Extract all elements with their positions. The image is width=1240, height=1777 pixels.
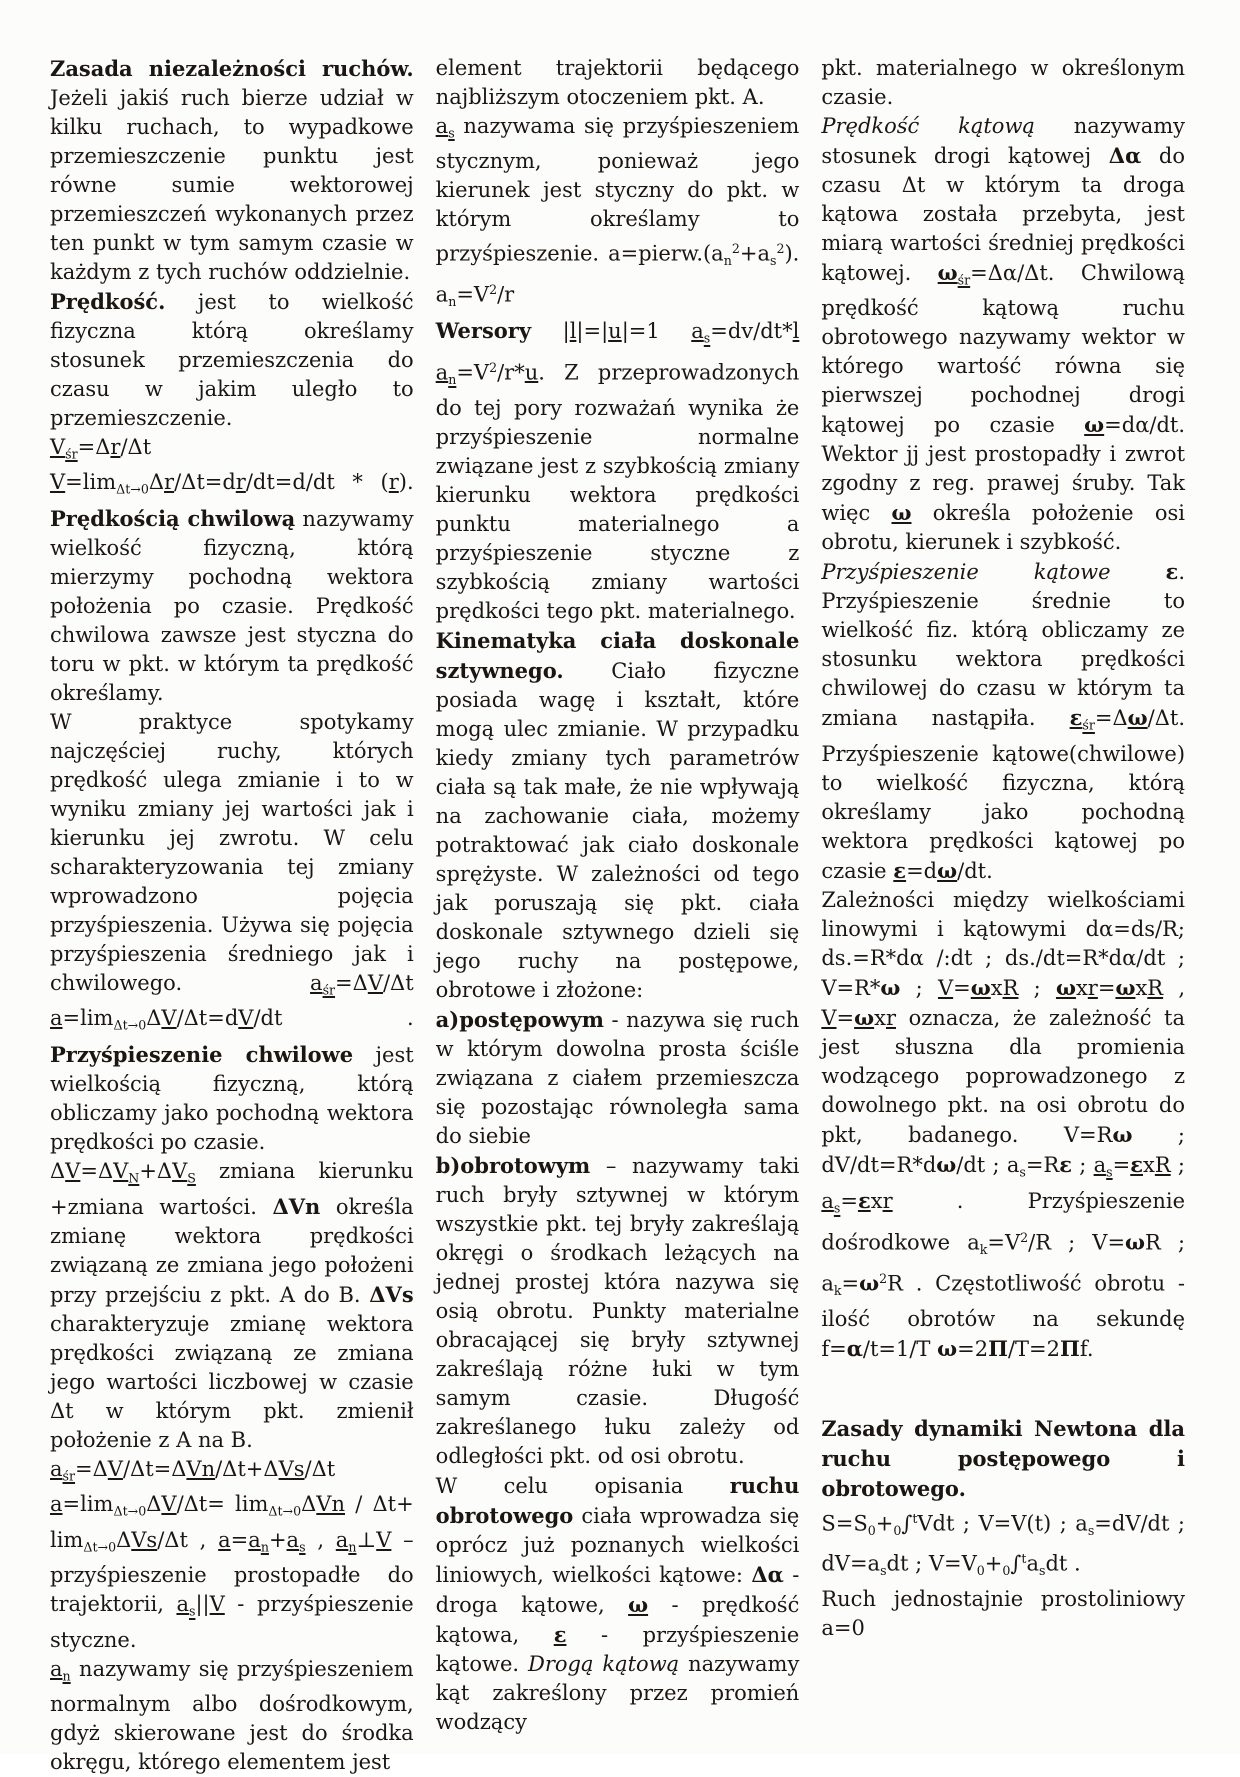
text-segment: n: [448, 294, 457, 310]
text-segment: a: [50, 1656, 63, 1681]
text-segment: =V: [456, 360, 490, 385]
text-segment: ||: [195, 1592, 210, 1617]
column-3: [821, 54, 1185, 1734]
text-segment: zmiana kierunku +zmiana wartości.: [50, 1158, 414, 1220]
text-segment: N: [128, 1170, 140, 1186]
text-segment: Vn: [186, 1457, 216, 1482]
text-segment: =Δ: [77, 435, 111, 459]
text-segment: dt .: [1045, 1552, 1081, 1577]
para-przyspieszenie-normalne: [50, 1655, 414, 1777]
text-segment: Δ: [116, 1527, 132, 1552]
text-segment: +Δ: [139, 1158, 173, 1183]
text-segment: /Δt: [304, 1457, 336, 1482]
text-segment: =Δ: [1094, 706, 1128, 731]
text-segment: Przyśpieszenie kątowe(chwilowe) to wielkość fizyczna, którą określamy jako pochodną wektora prędkości kątowej po czasie: [821, 741, 1186, 883]
text-segment: ;: [1018, 975, 1056, 1000]
para-ruch-obrotowy: [436, 1151, 800, 1471]
text-segment: nazywamy stosunek drogi kątowej: [821, 114, 1186, 168]
text-segment: Ciało fizyczne posiada wagę i kształt, które mogą ulec zmianie. W przypadku kiedy zmiany tych parametrów ciała są tak małe, że nie wpływają na zachowanie ciała, możemy potraktować jak ciało doskonale sprężyste. W zależności od tego jak poruszają się pkt. ciała doskonale sztywnego dzieli się jego ruchy na postępowe, obrotowe i złożone:: [435, 658, 800, 1002]
text-segment: /dt.: [957, 858, 993, 883]
text-segment: Π: [988, 1335, 1008, 1361]
text-segment: Δ: [50, 1158, 66, 1183]
text-segment: V: [50, 470, 66, 495]
para-predkosc-chwilowa: [50, 504, 414, 708]
text-segment: ω: [628, 1591, 649, 1617]
text-segment: +: [268, 1527, 287, 1552]
text-segment: ;: [900, 975, 938, 1000]
text-segment: V: [107, 1457, 123, 1482]
text-segment: V: [161, 1492, 177, 1517]
text-segment: a: [248, 1527, 261, 1552]
text-segment: a: [335, 1527, 349, 1552]
text-segment: Jeżeli jakiś ruch bierze udział w kilku ruchach, to wypadkowe przemieszczenie punktu jest równe sumie wektorowej przemieszczeń wykonanych przez ten punkt w tym samym czasie w każdym z tych ruchów oddzielnie.: [50, 86, 414, 284]
text-segment: +: [875, 1511, 894, 1536]
text-segment: oznacza, że zależność ta jest słuszna dla promienia wodzącego poprowadzonego z dowolnego pkt. na osi obrotu do pkt, badanego. V=R: [821, 1005, 1186, 1147]
para-przyspieszenie-chwilowe: [50, 1040, 414, 1157]
text-segment: ε: [1165, 559, 1179, 585]
text-segment: jest to wielkość fizyczna którą określamy stosunek przemieszczenia do czasu w jakim uległo to przemieszczenie.: [50, 290, 414, 430]
text-segment: x: [874, 1005, 886, 1030]
text-segment: /dt .: [253, 1006, 414, 1031]
text-segment: n: [62, 1668, 71, 1684]
text-segment: ΔVs: [369, 1282, 414, 1308]
text-segment: ;: [1072, 1152, 1094, 1177]
text-segment: l: [569, 319, 577, 344]
text-segment: ω: [854, 1004, 875, 1030]
text-segment: =: [1097, 975, 1116, 1000]
text-segment: r: [235, 470, 246, 495]
text-segment: t: [1021, 1551, 1027, 1567]
text-segment: określa położenie osi obrotu, kierunek i szybkość.: [821, 501, 1186, 555]
text-segment: x: [870, 1189, 883, 1214]
text-segment: R: [1154, 1152, 1171, 1177]
text-segment: V: [937, 975, 954, 1000]
text-segment: =: [836, 1005, 855, 1030]
formula-v-chwilowa: [50, 468, 414, 503]
para-przyspieszenie-styczne: [436, 112, 800, 316]
text-segment: Δ: [301, 1492, 317, 1517]
text-segment: =2: [957, 1336, 989, 1361]
para-wersory: [436, 316, 800, 625]
text-segment: Przyśpieszenie średnie to wielkość fiz. którą obliczamy ze stosunku wektora prędkości chwilowej do czasu w którym ta zmiana nastąpiła.: [821, 589, 1186, 731]
text-segment: r: [164, 470, 175, 495]
text-segment: Vs: [278, 1457, 305, 1482]
text-segment: jest wielkością fizyczną, którą obliczamy jako pochodną wektora prędkości po czasie.: [50, 1042, 414, 1154]
heading-zasady-dynamiki: [821, 1414, 1185, 1504]
text-segment: . Przyśpieszenie dośrodkowe a: [821, 1189, 1186, 1255]
text-segment: a: [1093, 1152, 1107, 1177]
text-segment: ω: [937, 857, 958, 883]
text-segment: V: [172, 1158, 188, 1183]
formula-a-chwilowe: [50, 1004, 414, 1039]
text-segment: t: [912, 1510, 918, 1526]
text-segment: n: [348, 1539, 357, 1555]
text-segment: Π: [1059, 1335, 1080, 1361]
para-przyspieszenie-wstep: [50, 708, 414, 1004]
text-segment: . Z przeprowadzonych do tej pory rozważań wynika że przyśpieszenie normalne związane jest z szybkością zmiany kierunku wektora prędkości punktu materialnego a przyśpieszenie styczne z szybkością zmiany wartości prędkości tego pkt. materialnego.: [435, 360, 800, 623]
text-segment: Δα: [751, 1561, 784, 1587]
text-segment: nazywamy wielkość fizyczną, którą mierzymy pochodną wektora położenia po czasie. Prędkość chwilowa zawsze jest styczna do toru w pkt. w którym ta prędkość określamy.: [50, 506, 414, 705]
text-segment: =Δ: [80, 1158, 114, 1183]
text-segment: V: [161, 1006, 177, 1031]
text-segment: V: [113, 1158, 129, 1183]
text-segment: ciała wprowadza się oprócz już poznanych wielkości liniowych, wielkości kątowe:: [435, 1503, 800, 1587]
text-segment: a: [435, 114, 449, 138]
para-predkosc: [50, 287, 414, 433]
text-segment: ω: [970, 974, 991, 1000]
text-segment: x: [1135, 975, 1148, 1000]
text-segment: ω: [880, 974, 901, 1000]
text-segment: =Δ: [335, 970, 368, 995]
text-segment: s: [1038, 1563, 1046, 1579]
text-segment: u: [524, 360, 539, 385]
text-segment: k: [979, 1241, 988, 1257]
text-segment: ; dV/dt=R*d: [821, 1122, 1185, 1177]
text-segment: do czasu Δt w którym ta droga kątowa została przebyta, jest miarą wartości średniej prędkości kątowej.: [821, 144, 1186, 285]
text-segment: /Δt=d: [176, 1006, 239, 1031]
text-segment: ω: [1125, 1229, 1146, 1255]
text-segment: s: [448, 125, 455, 141]
text-segment: ω: [1112, 1121, 1133, 1147]
text-segment: ω: [859, 1270, 880, 1296]
text-segment: +a: [739, 241, 770, 266]
text-segment: s: [188, 1603, 196, 1619]
text-segment: a: [821, 1189, 834, 1214]
text-segment: / Δt+ lim: [50, 1492, 414, 1552]
text-segment: Prędkość kątową: [821, 114, 1035, 138]
text-segment: =: [1112, 1152, 1131, 1177]
text-segment: Δt→0: [113, 1017, 147, 1033]
text-segment: Przyśpieszenie kątowe: [821, 560, 1111, 585]
text-segment: /R ; V=: [1028, 1230, 1126, 1255]
text-segment: V: [50, 435, 66, 459]
para-wielkosci-katowe: [436, 1471, 800, 1737]
text-segment: ε: [1059, 1151, 1073, 1177]
text-segment: Δt→0: [83, 1539, 117, 1555]
text-segment: Drogą kątową: [527, 1651, 680, 1676]
text-segment: Zasada niezależności ruchów.: [50, 56, 414, 81]
text-segment: |=1: [621, 319, 692, 344]
text-segment: α: [846, 1335, 863, 1361]
text-segment: Vs: [131, 1527, 158, 1552]
text-segment: Vn: [316, 1492, 345, 1517]
text-segment: a: [286, 1527, 300, 1552]
text-segment: - przyśpieszenie kątowe.: [435, 1622, 800, 1676]
para-zaleznosci-liniowe-katowe: [821, 886, 1185, 1364]
text-segment: /dt=d/dt * (: [245, 470, 389, 495]
text-segment: n: [260, 1539, 269, 1555]
text-segment: =dV/dt ; dV=a: [821, 1511, 1186, 1577]
text-segment: /Δt=d: [174, 470, 236, 495]
text-segment: =: [840, 1189, 858, 1214]
text-segment: s: [1106, 1164, 1113, 1180]
text-segment: =V: [456, 282, 490, 307]
text-segment: – przyśpieszenie prostopadłe do trajektorii,: [50, 1527, 414, 1617]
text-segment: =: [230, 1527, 249, 1552]
text-segment: - prędkość kątowa,: [435, 1592, 800, 1647]
para-kinematyka-ciala: [436, 626, 800, 1005]
text-segment: W praktyce spotykamy najczęściej ruchy, których prędkość ulega zmianie i to w wyniku zmiany jej wartości jak i kierunku jej zwrotu. W celu scharakteryzowania tej zmiany wprowadzono pojęcia przyśpieszenia. Używa się pojęcia przyśpieszenia średniego jak i chwilowego.: [50, 709, 414, 995]
text-segment: 0: [893, 1522, 902, 1538]
text-segment: ). a: [435, 241, 800, 307]
text-segment: ω: [1127, 705, 1148, 731]
text-segment: r: [882, 1189, 893, 1214]
text-segment: 2: [489, 282, 498, 298]
text-segment: +: [984, 1552, 1003, 1577]
text-segment: =R: [1025, 1152, 1060, 1177]
text-segment: V: [238, 1006, 254, 1031]
text-segment: 2: [1020, 1229, 1029, 1245]
text-segment: =: [841, 1271, 860, 1296]
text-segment: Kinematyka ciała doskonale sztywnego.: [435, 627, 800, 683]
para-ruch-postepowy: [436, 1005, 800, 1151]
text-segment: a)postępowym: [435, 1006, 604, 1032]
text-segment: V: [209, 1592, 225, 1617]
text-segment: Δα: [1108, 143, 1142, 168]
para-delta-v: [50, 1157, 414, 1455]
text-segment: /T=2: [1007, 1336, 1060, 1361]
text-segment: =lim: [65, 470, 117, 495]
text-segment: s: [769, 253, 777, 269]
text-segment: =dv/dt*: [710, 319, 793, 344]
text-segment: pkt. materialnego w określonym czasie.: [821, 56, 1186, 109]
text-segment: u: [608, 319, 622, 344]
text-segment: 0: [1002, 1563, 1011, 1579]
text-segment: R: [1147, 975, 1164, 1000]
text-segment: a: [50, 1457, 63, 1482]
text-segment: Zasady dynamiki Newtona dla ruchu postępowego i obrotowego.: [821, 1415, 1186, 1501]
text-segment: - nazywa się ruch w którym dowolna prosta ściśle związana z ciałem przemieszcza się pozostając równoległa sama do siebie: [435, 1007, 800, 1148]
text-segment: k: [833, 1282, 842, 1298]
text-segment: ω: [937, 260, 958, 285]
text-segment: =lim: [62, 1006, 114, 1031]
text-segment: /Δt= lim: [176, 1492, 269, 1517]
text-segment: Zależności między wielkościami linowymi i kątowymi dα=ds/R; ds.=R*dα /:dt ; ds./dt=R*dα/dt ; V=R*: [821, 887, 1186, 1000]
text-segment: =dα/dt. Wektor jj jest prostopadły i zwrot zgodny z reg. prawej śruby. Tak więc: [821, 413, 1186, 526]
text-segment: 2: [731, 241, 740, 257]
text-segment: Δt→0: [113, 1503, 147, 1519]
formula-dynamika: [821, 1504, 1185, 1586]
text-segment: /r*: [497, 360, 525, 385]
text-segment: ∫: [1010, 1552, 1022, 1577]
text-segment: ΔVn: [272, 1194, 321, 1220]
text-segment: r: [388, 470, 399, 495]
text-segment: b)obrotowym: [435, 1152, 591, 1178]
text-segment: s: [833, 1200, 841, 1216]
text-segment: n: [723, 253, 732, 269]
para-przyspieszenie-srednie: [821, 587, 1185, 739]
text-segment: ,: [1163, 975, 1186, 1000]
text-segment: ω: [1115, 974, 1136, 1000]
text-segment: - przyśpieszenie styczne.: [50, 1592, 414, 1652]
text-segment: a: [691, 319, 704, 344]
text-segment: 2: [489, 359, 498, 375]
text-segment: Δt→0: [268, 1503, 302, 1519]
text-segment: Przyśpieszenie chwilowe: [50, 1041, 354, 1067]
text-segment: n: [448, 371, 457, 387]
text-segment: |: [531, 319, 570, 344]
text-segment: |=|: [576, 319, 609, 344]
text-segment: ⊥: [356, 1527, 377, 1552]
text-segment: Vdt ; V=V(t) ; a: [917, 1511, 1088, 1536]
text-segment: /Δt.: [1147, 706, 1186, 731]
text-segment: ε: [1069, 705, 1083, 731]
text-segment: /Δt=Δ: [122, 1457, 187, 1482]
text-segment: Δt→0: [116, 481, 149, 497]
text-segment: ε: [893, 857, 907, 883]
text-segment: S: [187, 1170, 196, 1186]
text-segment: ω: [937, 1335, 958, 1361]
text-segment: V: [821, 1005, 837, 1030]
text-segment: /Δt+Δ: [215, 1457, 279, 1482]
text-segment: ω: [1055, 974, 1076, 1000]
para-element-trajektorii: [436, 54, 800, 112]
text-segment: l: [792, 319, 800, 344]
text-segment: =V: [987, 1230, 1021, 1255]
text-segment: x: [1143, 1152, 1155, 1177]
text-segment: Δ: [146, 1492, 162, 1517]
formula-a-srednie-skladowe: [50, 1455, 414, 1490]
text-segment: nazywamy się przyśpieszeniem normalnym albo dośrodkowym, gdyż skierowane jest do środka okręgu, którego elementem jest: [50, 1656, 414, 1775]
text-segment: ε: [857, 1188, 871, 1214]
text-segment: /dt ; a: [956, 1152, 1020, 1177]
text-segment: /Δt ,: [157, 1527, 219, 1552]
text-segment: śr: [1082, 717, 1095, 733]
text-segment: a: [310, 970, 323, 995]
text-segment: ,: [305, 1527, 336, 1552]
text-segment: V: [65, 1158, 81, 1183]
text-segment: 0: [867, 1522, 876, 1538]
text-segment: =d: [906, 858, 938, 883]
text-segment: 2: [879, 1270, 888, 1286]
text-segment: W celu opisania: [435, 1473, 730, 1498]
text-segment: V: [376, 1527, 392, 1552]
para-ruch-jednostajny: [821, 1585, 1185, 1643]
para-przyspieszenie-katowe-naglowek: [821, 557, 1185, 587]
text-segment: =Δ: [75, 1457, 108, 1482]
text-segment: x: [990, 975, 1003, 1000]
text-segment: nazywamy kąt zakreślony przez promień wodzący: [435, 1651, 800, 1734]
text-segment: charakteryzuje zmianę wektora prędkości związaną ze zmiana jego wartości liczbowej w czasie Δt w którym pkt. zmienił położenie z A na B.: [50, 1312, 414, 1453]
text-segment: [1111, 560, 1166, 584]
formula-v-srednia: [50, 433, 414, 468]
text-segment: =: [953, 975, 971, 1000]
text-segment: x: [1075, 975, 1088, 1000]
text-segment: ω: [891, 500, 912, 526]
text-segment: śr: [322, 982, 336, 998]
text-segment: Δ: [148, 470, 165, 495]
text-segment: R . Częstotliwość obrotu - ilość obrotów na sekundę f=: [821, 1271, 1186, 1361]
text-segment: Ruch jednostajnie prostoliniowy a=0: [821, 1587, 1186, 1641]
para-przyspieszenie-katowe-chwilowe: [821, 740, 1185, 886]
text-segment: śr: [65, 446, 78, 462]
text-segment: a: [176, 1592, 189, 1617]
text-segment: a: [1026, 1552, 1039, 1577]
text-segment: śr: [62, 1468, 76, 1484]
text-segment: s: [1019, 1164, 1026, 1180]
text-segment: a: [435, 360, 449, 385]
text-segment: a: [50, 1492, 63, 1517]
text-segment: V: [367, 970, 383, 995]
text-segment: /r: [497, 282, 515, 307]
text-segment: ε: [1130, 1151, 1144, 1177]
text-segment: s: [299, 1539, 306, 1555]
text-segment: Δ: [146, 1006, 162, 1031]
text-segment: s: [880, 1563, 887, 1579]
para-predkosc-katowa: [821, 112, 1185, 557]
text-segment: /Δt: [382, 970, 414, 995]
text-segment: – nazywamy taki ruch bryły sztywnej w którym wszystkie pkt. tej bryły zakreślają okręgi o środkach leżących na jednej prostej która nazywa się osią obrotu. Punkty materialne obracającej się bryły sztywnej zakreślają różne łuki w tym samym czasie. Długość zakreślanego łuku zależy od odległości pkt. od osi obrotu.: [435, 1153, 800, 1468]
text-segment: ε: [553, 1621, 567, 1647]
column-2: [436, 54, 800, 1734]
text-segment: R ; a: [821, 1230, 1186, 1296]
text-segment: ;: [1170, 1152, 1186, 1177]
text-segment: a: [218, 1527, 231, 1552]
para-zasada-niezaleznosci: [50, 54, 414, 287]
text-segment: określa zmianę wektora prędkości związaną ze zmiana jego położeni przy przejściu z pkt. A do B.: [50, 1195, 414, 1308]
text-segment: 2: [776, 241, 785, 257]
text-segment: 0: [976, 1563, 985, 1579]
text-segment: śr: [957, 272, 971, 288]
text-segment: ).: [398, 470, 414, 495]
text-segment: element trajektorii będącego najbliższym otoczeniem pkt. A.: [435, 56, 800, 109]
column-1: [50, 54, 414, 1775]
formula-a-granice-skladowe: [50, 1490, 414, 1654]
text-segment: /Δt: [120, 435, 152, 459]
text-segment: S=S: [821, 1511, 868, 1536]
text-segment: =lim: [62, 1492, 114, 1517]
text-segment: s: [1087, 1522, 1095, 1538]
text-segment: =Δα/Δt. Chwilową prędkość kątową ruchu obrotowego nazywamy wektor w którego wartość równa się pierwszej pochodnej drogi kątowej po czasie: [821, 261, 1186, 438]
text-segment: /t=1/T: [862, 1336, 938, 1361]
para-pkt-materialnego: [821, 54, 1185, 112]
text-segment: Prędkość.: [50, 289, 166, 314]
text-segment: nazywama się przyśpieszeniem stycznym, ponieważ jego kierunek jest styczny do pkt. w którym określamy to przyśpieszenie. a=pierw.(a: [435, 114, 800, 266]
text-segment: dt ; V=V: [886, 1552, 977, 1577]
text-segment: -droga kątowe,: [435, 1562, 800, 1617]
text-segment: Wersory: [435, 318, 532, 344]
text-segment: f.: [1079, 1336, 1094, 1361]
text-segment: .: [1178, 560, 1185, 585]
text-segment: ruchu obrotowego: [435, 1472, 800, 1528]
text-segment: r: [885, 1005, 897, 1030]
text-segment: ω: [1084, 412, 1105, 438]
text-segment: s: [703, 330, 711, 346]
text-segment: r: [1087, 975, 1098, 1000]
text-segment: Prędkością chwilową: [50, 505, 296, 531]
text-segment: R: [1002, 975, 1019, 1000]
text-segment: ω: [936, 1151, 957, 1177]
text-segment: ∫: [901, 1511, 913, 1536]
text-segment: a: [50, 1006, 63, 1031]
text-segment: r: [110, 435, 121, 459]
